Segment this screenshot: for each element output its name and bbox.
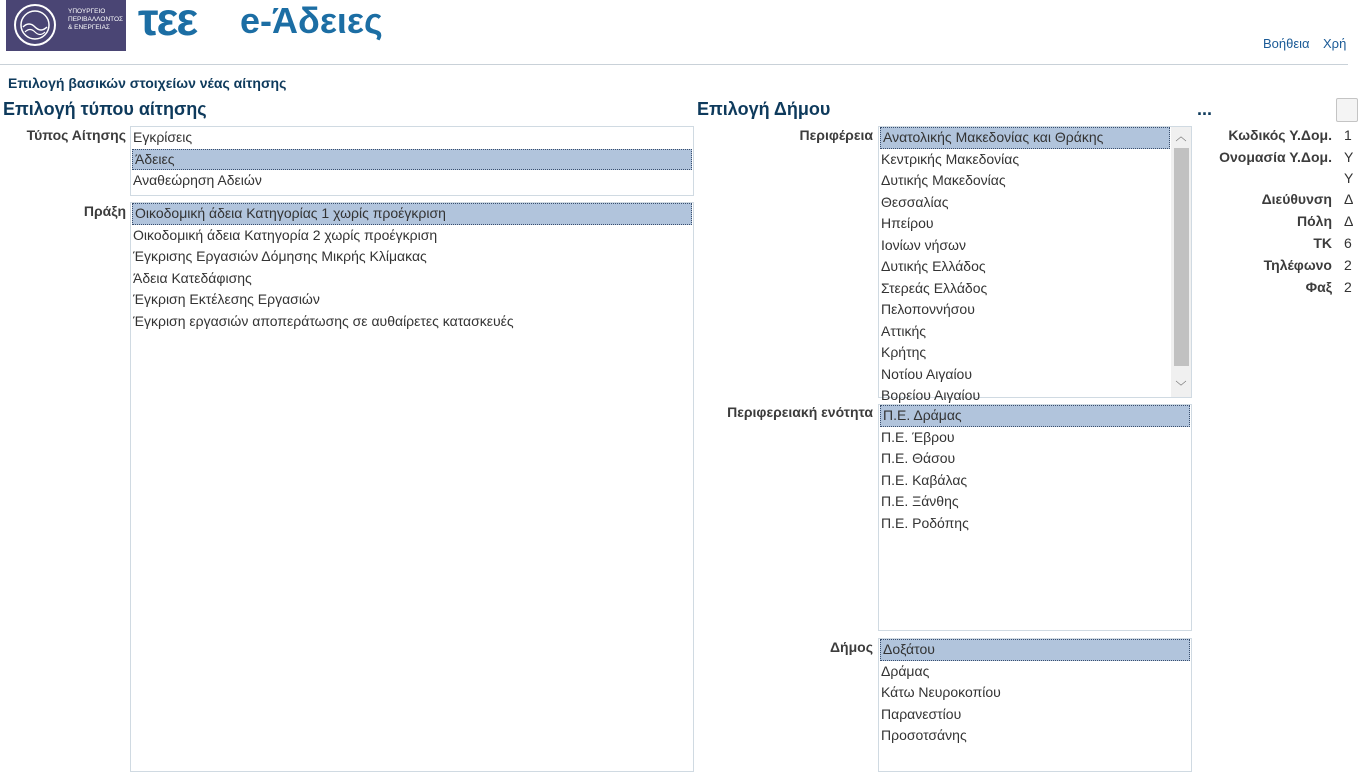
info-label-code: Κωδικός Υ.Δομ.: [1228, 127, 1332, 143]
region-option[interactable]: Κεντρικής Μακεδονίας: [881, 150, 1020, 167]
info-label-postcode: ΤΚ: [1313, 235, 1332, 251]
municipality-section-title: Επιλογή Δήμου: [697, 99, 831, 119]
info-label-fax: Φαξ: [1305, 279, 1332, 295]
action-option[interactable]: Έγκριση Εκτέλεσης Εργασιών: [133, 291, 320, 307]
tee-logo: τεε: [138, 0, 197, 45]
info-value-address: Δ: [1344, 191, 1354, 207]
info-value-postcode: 6: [1344, 235, 1352, 251]
action-option-selected[interactable]: Οικοδομική άδεια Κατηγορίας 1 χωρίς προέγκριση: [132, 203, 692, 225]
header-divider: [0, 64, 1348, 65]
info-value-code: 1: [1344, 127, 1352, 143]
ministry-logo: [6, 0, 126, 51]
scroll-up-icon[interactable]: ︿: [1175, 130, 1187, 143]
action-option[interactable]: Άδεια Κατεδάφισης: [133, 269, 252, 286]
regional-unit-option[interactable]: Π.Ε. Θάσου: [881, 450, 956, 466]
scroll-down-icon[interactable]: ﹀: [1175, 380, 1187, 393]
ministry-logo-text: ΥΠΟΥΡΓΕΙΟ ΠΕΡΙΒΑΛΛΟΝΤΟΣ & ΕΝΕΡΓΕΙΑΣ: [68, 8, 124, 31]
request-type-option-selected[interactable]: Άδειες: [132, 149, 692, 171]
info-value-city: Δ: [1344, 213, 1354, 229]
info-label-city: Πόλη: [1297, 213, 1332, 229]
region-label: Περιφέρεια: [799, 127, 873, 143]
municipality-option[interactable]: Προσοτσάνης: [881, 727, 967, 743]
info-value-fax: 2: [1344, 279, 1352, 295]
action-listbox[interactable]: [130, 202, 694, 772]
region-option[interactable]: Αττικής: [881, 322, 927, 339]
request-type-option[interactable]: Αναθεώρηση Αδειών: [133, 172, 262, 188]
municipality-option[interactable]: Κάτω Νευροκοπίου: [881, 684, 1001, 700]
region-option[interactable]: Ιονίων νήσων: [881, 236, 966, 253]
info-value-name-cont: Υ: [1344, 170, 1354, 186]
region-option-selected[interactable]: Ανατολικής Μακεδονίας και Θράκης: [880, 127, 1170, 149]
regional-unit-label: Περιφερειακή ενότητα: [727, 404, 873, 420]
app-title: e-Άδειες: [240, 0, 383, 41]
region-listbox[interactable]: [878, 126, 1192, 403]
region-option[interactable]: Θεσσαλίας: [881, 193, 949, 210]
request-type-listbox[interactable]: [130, 126, 694, 196]
request-type-option[interactable]: Εγκρίσεις: [133, 129, 193, 145]
region-option[interactable]: Ηπείρου: [881, 215, 934, 231]
municipality-label: Δήμος: [829, 639, 873, 655]
action-option[interactable]: Έγκρισης Εργασιών Δόμησης Μικρής Κλίμακας: [133, 248, 427, 264]
service-info-title: ...: [1197, 99, 1213, 119]
region-option[interactable]: Στερεάς Ελλάδος: [881, 279, 988, 296]
help-link[interactable]: Βοήθεια: [1263, 36, 1310, 51]
region-option[interactable]: Νοτίου Αιγαίου: [881, 365, 972, 382]
request-type-section-title: Επιλογή τύπου αίτησης: [3, 99, 207, 119]
page-title: Επιλογή βασικών στοιχείων νέας αίτησης: [8, 75, 287, 91]
municipality-option[interactable]: Παρανεστίου: [881, 705, 962, 722]
municipality-listbox[interactable]: [878, 638, 1192, 772]
regional-unit-listbox[interactable]: [878, 404, 1192, 631]
region-option[interactable]: Κρήτης: [881, 344, 927, 360]
municipality-option-selected[interactable]: Δοξάτου: [880, 639, 1190, 661]
info-value-name: Υ: [1344, 149, 1354, 165]
info-label-address: Διεύθυνση: [1261, 191, 1332, 207]
regional-unit-option[interactable]: Π.Ε. Έβρου: [881, 428, 955, 445]
request-type-label: Τύπος Αίτησης: [26, 127, 126, 143]
regional-unit-option[interactable]: Π.Ε. Καβάλας: [881, 471, 968, 488]
municipality-option[interactable]: Δράμας: [881, 662, 930, 679]
panel-toggle-button[interactable]: [1336, 98, 1358, 122]
info-label-name: Ονομασία Υ.Δομ.: [1219, 149, 1332, 165]
region-option[interactable]: Δυτικής Ελλάδος: [881, 258, 986, 274]
region-option[interactable]: Βορείου Αιγαίου: [881, 387, 981, 403]
action-option[interactable]: Έγκριση εργασιών αποπεράτωσης σε αυθαίρετες κατασκευές: [133, 312, 514, 329]
region-option[interactable]: Δυτικής Μακεδονίας: [881, 172, 1006, 188]
regional-unit-option-selected[interactable]: Π.Ε. Δράμας: [880, 405, 1190, 427]
user-link[interactable]: Χρή: [1323, 36, 1347, 51]
action-option[interactable]: Οικοδομική άδεια Κατηγορία 2 χωρίς προέγκριση: [133, 226, 438, 243]
regional-unit-option[interactable]: Π.Ε. Ξάνθης: [881, 493, 959, 509]
region-option[interactable]: Πελοποννήσου: [881, 301, 975, 317]
ministry-emblem-icon: [9, 3, 61, 47]
regional-unit-option[interactable]: Π.Ε. Ροδόπης: [881, 514, 969, 531]
info-value-phone: 2: [1344, 257, 1352, 273]
action-label: Πράξη: [83, 203, 126, 219]
info-label-phone: Τηλέφωνο: [1263, 257, 1332, 273]
